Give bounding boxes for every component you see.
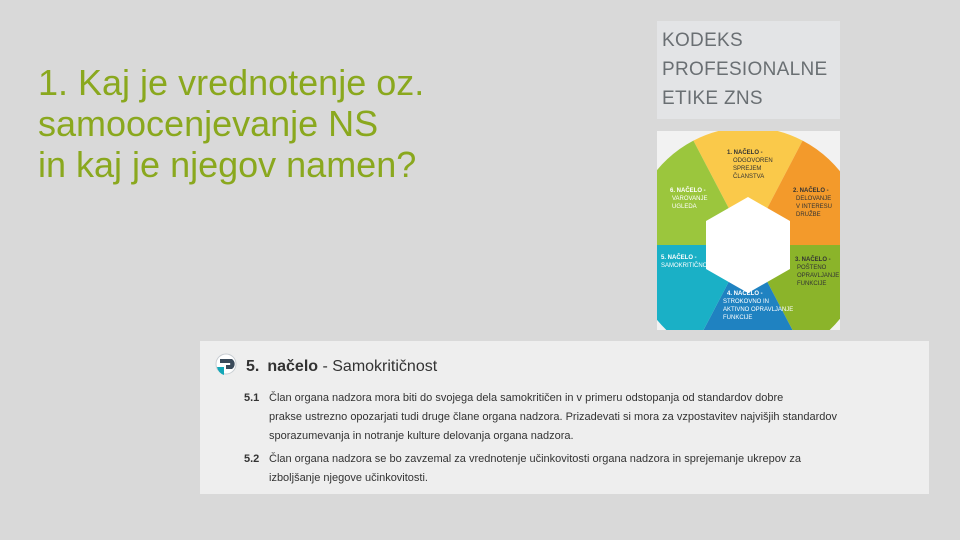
wheel-label-line: STROKOVNO IN — [723, 299, 770, 305]
principles-wheel — [657, 131, 840, 330]
wheel-label-line: 5. NAČELO - — [661, 255, 697, 261]
wheel-label-line: FUNKCIJE — [723, 315, 753, 321]
title-line: 1. Kaj je vrednotenje oz. — [38, 62, 425, 103]
item-line: sporazumevanja in notranje kulture delovanja organa nadzora. — [269, 430, 574, 442]
item-line: Član organa nadzora mora biti do svojega dela samokritičen in v primeru odstopanja od standardov dobre — [269, 392, 784, 404]
principle-heading-rest: Samokritičnost — [332, 358, 438, 375]
item-text — [269, 389, 837, 446]
item-line: Član organa nadzora se bo zavzemal za vrednotenje učinkovitosti organa nadzora in sprejemanje ukrepov za — [269, 453, 801, 465]
wheel-label-line: DELOVANJE — [796, 196, 832, 202]
wheel-label-line: ODGOVOREN — [733, 158, 773, 164]
title-line: in kaj je njegov namen? — [38, 144, 417, 185]
item-line: prakse ustrezno opozarjati tudi druge člane organa nadzora. Prizadevati si mora za vzpostavitev najvišjih standardov — [269, 411, 838, 423]
wheel-label-line: 3. NAČELO - — [795, 257, 831, 263]
wheel-label-line: DRUŽBE — [796, 212, 821, 218]
item-line: izboljšanje njegove učinkovitosti. — [269, 472, 428, 484]
wheel-label-line: 4. NAČELO - — [727, 291, 763, 297]
wheel-label-line: VAROVANJE — [672, 196, 708, 202]
wheel-label-line: SPREJEM — [733, 166, 762, 172]
item-text — [269, 450, 801, 488]
wheel-label-line: ČLANSTVA — [733, 174, 765, 180]
principle-heading-separator: - — [318, 358, 333, 375]
wheel-label-line: V INTERESU — [796, 204, 833, 210]
wheel-label-line: 6. NAČELO - — [670, 188, 706, 194]
wheel-label-line: 1. NAČELO - — [727, 150, 763, 156]
wheel-label-line: UGLEDA — [672, 204, 697, 210]
kodeks-line: PROFESIONALNE — [662, 59, 828, 80]
principle-heading-bold: načelo — [267, 358, 319, 375]
wheel-label-line: AKTIVNO OPRAVLJANJE — [723, 307, 794, 313]
principles-wheel-image — [657, 131, 840, 330]
slide-title — [38, 62, 558, 185]
wheel-label-line: 2. NAČELO - — [793, 188, 829, 194]
kodeks-line: ETIKE ZNS — [662, 88, 763, 109]
zns-logo-icon — [214, 353, 238, 377]
principle-5-panel — [200, 341, 929, 494]
item-number: 5.1 — [244, 392, 260, 404]
title-line: samoocenjevanje NS — [38, 103, 379, 144]
wheel-label-line: SAMOKRITIČNOST — [661, 263, 716, 269]
wheel-label-line: POŠTENO — [797, 265, 827, 271]
item-number: 5.2 — [244, 453, 260, 465]
kodeks-line: KODEKS — [662, 30, 743, 51]
principle-number: 5. — [246, 358, 260, 375]
principle-heading — [246, 358, 437, 376]
wheel-label-line: FUNKCIJE — [797, 281, 827, 287]
kodeks-cover-box — [657, 21, 840, 119]
wheel-label-line: OPRAVLJANJE — [797, 273, 840, 279]
